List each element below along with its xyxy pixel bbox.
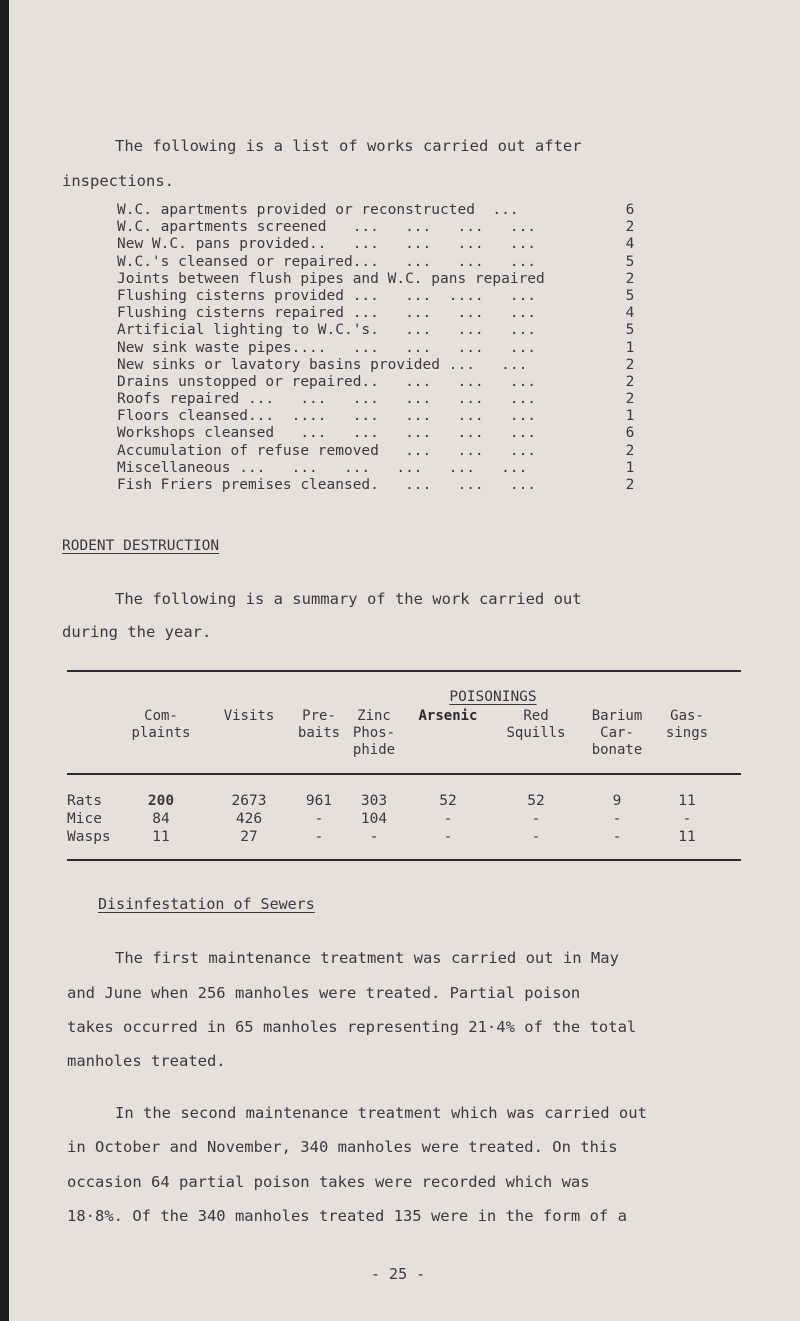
works-item: Fish Friers premises cleansed. ... ... ... 2 <box>117 477 635 493</box>
cell: - <box>682 811 692 827</box>
works-list <box>117 202 657 494</box>
row-label-mice: Mice <box>67 811 102 827</box>
page-number: - 25 - <box>371 1265 426 1283</box>
works-item: Miscellaneous ... ... ... ... ... ... 1 <box>117 459 635 476</box>
sewers-p2-line-2: in October and November, 340 manholes were treated. On this <box>67 1138 618 1156</box>
works-item: W.C. apartments provided or reconstructed ... 6 <box>117 202 635 218</box>
col-header-arsenic: Arsenic <box>418 708 478 724</box>
cell: - <box>612 811 622 827</box>
cell: 11 <box>678 829 696 845</box>
sewers-p1-line-2: and June when 256 manholes were treated. Partial poison <box>67 984 581 1002</box>
cell: - <box>531 811 541 827</box>
col-header-gassings: Gas- sings <box>665 708 709 741</box>
cell: 961 <box>305 793 333 809</box>
cell: - <box>612 829 622 845</box>
cell: 84 <box>152 811 170 827</box>
works-item: New sinks or lavatory basins provided ... ... 2 <box>117 356 635 373</box>
cell: 27 <box>240 829 258 845</box>
cell: 2673 <box>231 793 267 809</box>
cell: - <box>314 811 324 827</box>
cell: 11 <box>152 829 170 845</box>
cell: 104 <box>360 811 388 827</box>
scan-edge <box>0 0 9 1321</box>
cell: - <box>531 829 541 845</box>
cell: 11 <box>678 793 696 809</box>
cell: 9 <box>612 793 622 809</box>
works-item: W.C.'s cleansed or repaired... ... ... ... 5 <box>117 253 635 270</box>
poisonings-group-header: POISONINGS <box>449 689 537 705</box>
rodent-line-1: The following is a summary of the work carried out <box>115 590 582 608</box>
rodent-line-2: during the year. <box>62 623 212 641</box>
rodent-heading: RODENT DESTRUCTION <box>62 538 220 554</box>
works-item: Flushing cisterns provided ... ... .... ... 5 <box>117 287 635 304</box>
cell: 200 <box>147 793 175 809</box>
works-item: New sink waste pipes.... ... ... ... ... 1 <box>117 339 635 356</box>
table-header-rule <box>67 773 741 775</box>
works-item: Artificial lighting to W.C.'s. ... ... ... 5 <box>117 322 635 339</box>
col-header-zinc-phosphide: Zinc Phos- phide <box>352 708 396 758</box>
intro-line-1: The following is a list of works carried out after <box>115 137 582 155</box>
cell: - <box>369 829 379 845</box>
cell: - <box>314 829 324 845</box>
cell: 426 <box>235 811 263 827</box>
row-label-rats: Rats <box>67 793 102 809</box>
row-label-wasps: Wasps <box>67 829 111 845</box>
cell: 303 <box>360 793 388 809</box>
sewers-p2-line-4: 18·8%. Of the 340 manholes treated 135 were in the form of a <box>67 1207 627 1225</box>
sewers-p1-line-3: takes occurred in 65 manholes representing 21·4% of the total <box>67 1018 637 1036</box>
works-item: Joints between flush pipes and W.C. pans repaired 2 <box>117 270 635 287</box>
intro-line-2: inspections. <box>62 172 174 190</box>
sewers-p1-line-1: The first maintenance treatment was carried out in May <box>115 949 619 967</box>
works-item: New W.C. pans provided.. ... ... ... ... 4 <box>117 236 635 253</box>
document-page <box>9 0 800 1321</box>
works-item: Drains unstopped or repaired.. ... ... ... 2 <box>117 373 635 390</box>
cell: 52 <box>439 793 457 809</box>
works-item: Accumulation of refuse removed ... ... ... 2 <box>117 442 635 459</box>
cell: 52 <box>527 793 545 809</box>
cell: - <box>443 811 453 827</box>
col-header-visits: Visits <box>223 708 275 724</box>
sewers-p2-line-1: In the second maintenance treatment which was carried out <box>115 1104 647 1122</box>
col-header-red-squills: Red Squills <box>506 708 566 741</box>
col-header-complaints: Com- plaints <box>131 708 191 741</box>
table-bottom-rule <box>67 859 741 861</box>
works-item: Flushing cisterns repaired ... ... ... ... 4 <box>117 305 635 322</box>
cell: - <box>443 829 453 845</box>
works-item: Roofs repaired ... ... ... ... ... ... 2 <box>117 391 635 408</box>
sewers-p1-line-4: manholes treated. <box>67 1052 226 1070</box>
works-item: Floors cleansed... .... ... ... ... ... 1 <box>117 408 635 425</box>
works-item: Workshops cleansed ... ... ... ... ... 6 <box>117 425 635 442</box>
sewers-heading: Disinfestation of Sewers <box>98 895 315 913</box>
sewers-p2-line-3: occasion 64 partial poison takes were recorded which was <box>67 1173 590 1191</box>
col-header-prebaits: Pre- baits <box>297 708 341 741</box>
col-header-barium-carbonate: Barium Car- bonate <box>591 708 643 758</box>
table-top-rule <box>67 670 741 672</box>
works-item: W.C. apartments screened ... ... ... ... 2 <box>117 219 635 236</box>
